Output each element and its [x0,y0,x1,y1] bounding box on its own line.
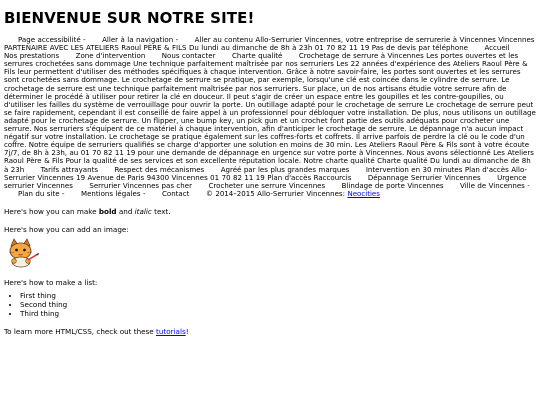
list-intro: Here's how to make a list: [4,277,98,287]
shortcut-link[interactable]: Crocheter une serrure Vincennes [208,180,326,190]
neocities-cat-image [6,238,40,268]
list-item: • First thing [20,291,536,300]
text: and [116,206,135,216]
text: Here's how you can make [4,206,99,216]
seo-item: Intervention en 30 minutes Plan d'accès Allo-Serrurier Vincennes 19 Avenue de Paris 94300 Vincennes 01 70 82 11 19 Plan d'accès Raccourcis [4,164,527,182]
italic-word: italic [134,206,152,216]
seo-item: Agréé par les plus grandes marques [220,164,350,174]
list-item: • Third thing [20,309,536,318]
list-item: • Second thing [20,300,536,309]
example-list [4,291,536,318]
copyright: © 2014–2015 Allo-Serrurier Vincennes: [205,188,345,198]
seo-item: Respect des mécanismes [114,164,205,174]
nav-charte[interactable]: Charte qualité [231,51,283,61]
seo-item[interactable]: Page accessibilité - [18,35,86,44]
bold-italic-line [4,207,536,216]
text: text. [151,206,171,216]
text: ! [185,326,189,336]
seo-body: Crochetage de serrure à Vincennes Les portes ouvertes et les serrures crochetées sans dommage Une technique parfaitement maîtrisée par nos serruriers Les 22 années d'expérience des Ateliers Raoul Père & Fils leur permettent d'utiliser des méthodes spécifiques à chaque intervention. Grâce à notre savoir-faire, les portes sont ouvertes et les serrures sont crochetées sans dommage. Le crochetage de serrure se pratique, par exemple, lorsqu'une clé est coincée dans le cylindre de serrure. Le crochetage de serrure est une technique parfaitement maîtrisée par nos serruriers. Sur place, un de nos artisans étudie votre serrure afin de déterminer le procédé à utiliser pour retirer la clé en douceur. Il peut s'agir de créer un espace entre les goupilles et les contre-goupilles, ou d'utiliser les failles du système de verrouillage pour ouvrir la porte. Un outillage adapté pour le crochetage de serrure Le crochetage de serrure peut se faire rapidement, cependant il est conseillé de faire appel à un professionnel pour débloquer votre installation. De plus, nous utilisons un outillage adapté pour le crochetage de serrure. Un flipper, une bump key, un pick gun et un crochet font partie des outils adéquats pour crocheter une serrure. Nos serruriers s'équipent de ce matériel à chaque intervention, afin d'anticiper le crochetage de serrure. Le dépannage n'a aucun impact négatif sur votre installation. Le crochetage se pratique également sur les coffres-forts et coffrets. Il arrive parfois de perdre la clé ou le code d'un coffre. Notre équipe de serruriers qualifiés se charge d'apporter une solution en moins de 30 min. Les Ateliers Raoul Père & Fils sont à votre écoute 7j/7, de 8h à 23h, au 01 70 82 11 19 pour une demande de dépannage en urgence sur votre porte à Vincennes. Nous avons sélectionné Les Ateliers Raoul Père & Fils Pour la qualité de ses services et son excellente réputation locale. Notre charte qualité Charte qualité Du lundi au dimanche de 8h à 23h [4,51,536,174]
shortcut-link[interactable]: Blindage de porte Vincennes [341,180,444,190]
footer-link[interactable]: Plan du site - [18,188,65,198]
tutorials-link[interactable]: tutorials [156,326,186,336]
neocities-link[interactable]: Neocities [347,188,380,198]
shortcut-link[interactable]: Serrurier Vincennes pas cher [89,180,193,190]
footer-link[interactable]: Ville de Vincennes - [460,180,530,190]
seo-text-block [4,36,536,198]
bold-word: bold [98,206,117,216]
footer-link[interactable]: Contact [161,188,190,198]
page-title: BIENVENUE SUR NOTRE SITE! [4,9,255,27]
nav-prestations[interactable]: Nos prestations [4,51,60,61]
nav-accueil[interactable]: Accueil [484,43,510,53]
shortcut-link[interactable]: Urgence serrurier Vincennes [4,172,527,190]
seo-item[interactable]: Aller à la navigation - [102,35,179,44]
seo-item: Aller au contenu Allo-Serrurier Vincennes, votre entreprise de serrurerie à Vincennes Vincennes PARTENAIRE AVEC LES ATELIERS Raoul PÈRE & FILS Du lundi au dimanche de 8h à 23h 01 70 82 11 19 Pas de devis par téléphone [4,35,535,53]
image-line: Here's how you can add an image: [4,224,129,234]
text: To learn more HTML/CSS, check out these [4,326,157,336]
learn-more-line [4,327,536,336]
footer-link[interactable]: Mentions légales - [80,188,146,198]
nav-contact[interactable]: Nous contacter [161,51,216,61]
seo-item: Tarifs attrayants [40,164,99,174]
shortcut-link[interactable]: Dépannage Serrurier Vincennes [367,172,481,182]
nav-zone[interactable]: Zone d'intervention [75,51,146,61]
